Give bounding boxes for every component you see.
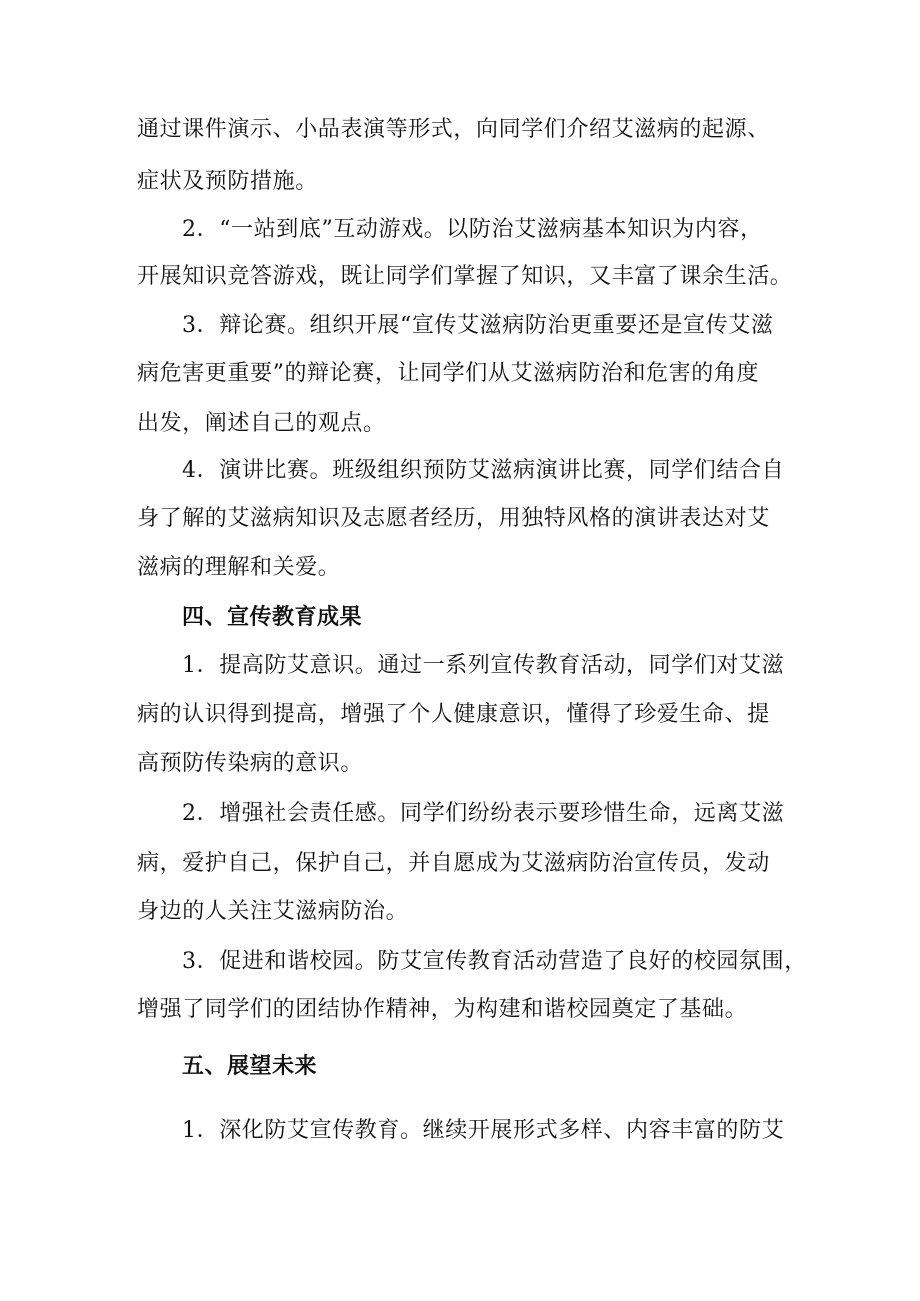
text-line: 身边的人关注艾滋病防治。 <box>137 899 409 924</box>
text-line: 高预防传染病的意识。 <box>137 751 364 776</box>
text-line: 滋病的理解和关爱。 <box>137 555 341 580</box>
text-line: 增强了同学们的团结协作精神，为构建和谐校园奠定了基础。 <box>137 997 748 1022</box>
list-item-text: 1．深化防艾宣传教育。继续开展形式多样、内容丰富的防艾 <box>182 1118 785 1143</box>
text-line: 症状及预防措施。 <box>137 169 318 194</box>
section-heading: 五、展望未来 <box>182 1054 318 1079</box>
text-line: 病的认识得到提高，增强了个人健康意识，懂得了珍爱生命、提 <box>137 702 770 727</box>
text-line: 病危害更重要”的辩论赛，让同学们从艾滋病防治和危害的角度 <box>137 361 760 386</box>
text-line: 身了解的艾滋病知识及志愿者经历，用独特风格的演讲表达对艾 <box>137 506 770 531</box>
list-item-text: 2．增强社会责任感。同学们纷纷表示要珍惜生命，远离艾滋 <box>182 801 785 826</box>
list-item-text: 3．促进和谐校园。防艾宣传教育活动营造了良好的校园氛围， <box>182 949 807 974</box>
text-line: 通过课件演示、小品表演等形式，向同学们介绍艾滋病的起源、 <box>137 117 770 142</box>
list-item-text: 3．辩论赛。组织开展“宣传艾滋病防治更重要还是宣传艾滋 <box>182 313 774 338</box>
list-item-text: 1．提高防艾意识。通过一系列宣传教育活动，同学们对艾滋 <box>182 653 785 678</box>
text-line: 出发，阐述自己的观点。 <box>137 411 386 436</box>
list-item-text: 2．“一站到底”互动游戏。以防治艾滋病基本知识为内容， <box>182 217 763 242</box>
list-item-text: 4．演讲比赛。班级组织预防艾滋病演讲比赛，同学们结合自 <box>182 458 785 483</box>
text-line: 开展知识竞答游戏，既让同学们掌握了知识，又丰富了课余生活。 <box>137 264 793 289</box>
section-heading: 四、宣传教育成果 <box>182 605 363 630</box>
text-line: 病，爱护自己，保护自己，并自愿成为艾滋病防治宣传员，发动 <box>137 851 770 876</box>
